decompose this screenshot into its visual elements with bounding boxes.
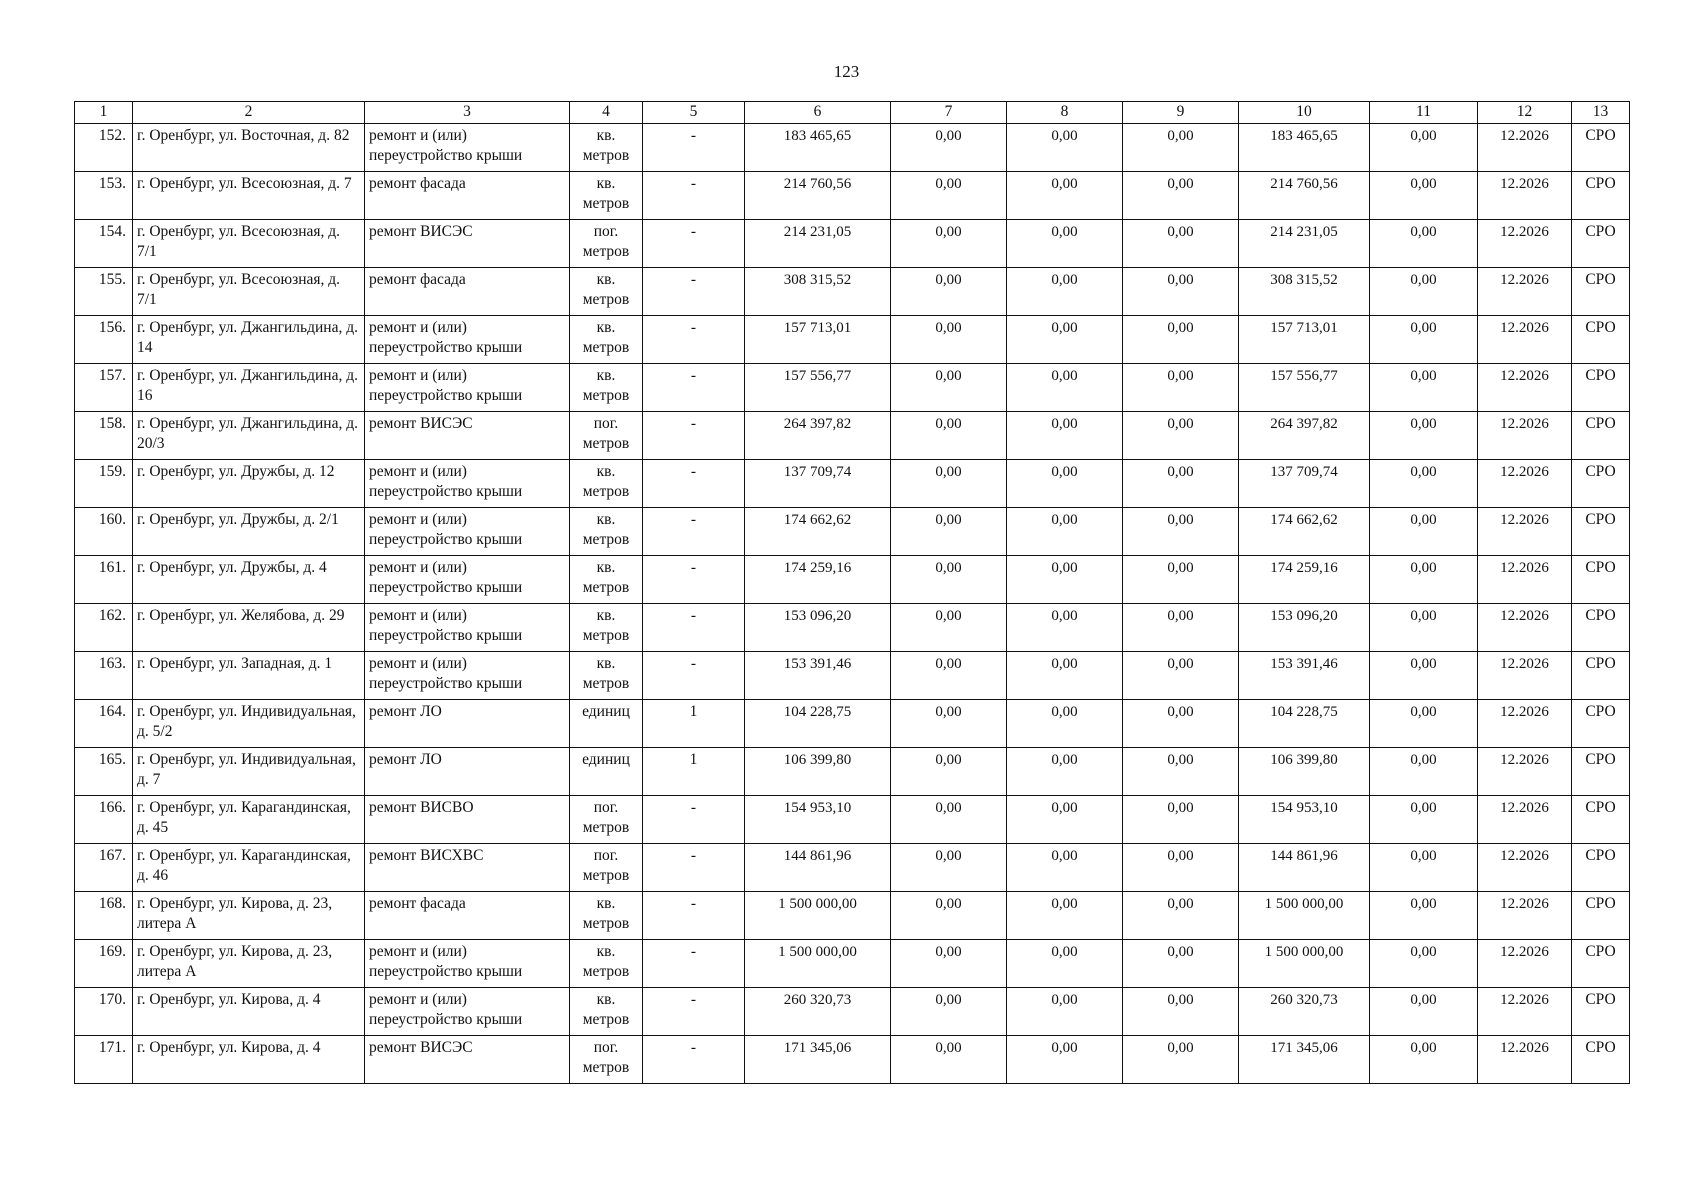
cell-address: г. Оренбург, ул. Индивидуальная, д. 5/2 <box>133 700 365 748</box>
cell-cost-owners: 174 259,16 <box>1239 556 1370 604</box>
table-row <box>75 940 1630 988</box>
cell-completion-date: 12.2026 <box>1478 556 1572 604</box>
cell-cost-local: 0,00 <box>1123 364 1239 412</box>
cell-executor: СРО <box>1572 892 1630 940</box>
table-row <box>75 892 1630 940</box>
cell-cost-other: 0,00 <box>1370 700 1478 748</box>
table-row <box>75 700 1630 748</box>
cell-address: г. Оренбург, ул. Дружбы, д. 12 <box>133 460 365 508</box>
cell-cost-regional: 0,00 <box>1007 1036 1123 1084</box>
table-header <box>75 102 1630 124</box>
table-row <box>75 364 1630 412</box>
column-header-13: 13 <box>1572 102 1630 124</box>
cell-cost-total: 153 391,46 <box>745 652 891 700</box>
cell-work-type: ремонт фасада <box>365 268 570 316</box>
cell-work-type: ремонт и (или) переустройство крыши <box>365 988 570 1036</box>
cell-executor: СРО <box>1572 940 1630 988</box>
cell-completion-date: 12.2026 <box>1478 988 1572 1036</box>
cell-work-type: ремонт ЛО <box>365 748 570 796</box>
cell-executor: СРО <box>1572 412 1630 460</box>
cell-cost-other: 0,00 <box>1370 604 1478 652</box>
cell-cost-total: 171 345,06 <box>745 1036 891 1084</box>
table-row <box>75 268 1630 316</box>
cell-row-number: 165. <box>75 748 133 796</box>
cell-row-number: 155. <box>75 268 133 316</box>
cell-cost-total: 214 231,05 <box>745 220 891 268</box>
cell-cost-local: 0,00 <box>1123 316 1239 364</box>
cell-work-type: ремонт фасада <box>365 172 570 220</box>
cell-work-type: ремонт ВИСХВС <box>365 844 570 892</box>
cell-cost-other: 0,00 <box>1370 412 1478 460</box>
table-row <box>75 604 1630 652</box>
cell-completion-date: 12.2026 <box>1478 364 1572 412</box>
table-row <box>75 844 1630 892</box>
cell-quantity: - <box>643 364 745 412</box>
cell-cost-local: 0,00 <box>1123 220 1239 268</box>
cell-quantity: - <box>643 844 745 892</box>
cell-cost-local: 0,00 <box>1123 940 1239 988</box>
cell-completion-date: 12.2026 <box>1478 700 1572 748</box>
cell-cost-total: 260 320,73 <box>745 988 891 1036</box>
cell-completion-date: 12.2026 <box>1478 652 1572 700</box>
cell-unit: кв. метров <box>570 268 643 316</box>
cell-cost-regional: 0,00 <box>1007 220 1123 268</box>
table-row <box>75 412 1630 460</box>
cell-cost-local: 0,00 <box>1123 268 1239 316</box>
cell-address: г. Оренбург, ул. Индивидуальная, д. 7 <box>133 748 365 796</box>
column-header-7: 7 <box>891 102 1007 124</box>
cell-executor: СРО <box>1572 124 1630 172</box>
cell-row-number: 168. <box>75 892 133 940</box>
cell-cost-regional: 0,00 <box>1007 556 1123 604</box>
cell-quantity: - <box>643 1036 745 1084</box>
cell-row-number: 164. <box>75 700 133 748</box>
cell-address: г. Оренбург, ул. Кирова, д. 4 <box>133 988 365 1036</box>
cell-cost-total: 214 760,56 <box>745 172 891 220</box>
cell-completion-date: 12.2026 <box>1478 940 1572 988</box>
column-header-8: 8 <box>1007 102 1123 124</box>
cell-cost-other: 0,00 <box>1370 652 1478 700</box>
cell-unit: пог. метров <box>570 844 643 892</box>
cell-address: г. Оренбург, ул. Восточная, д. 82 <box>133 124 365 172</box>
cell-cost-owners: 1 500 000,00 <box>1239 940 1370 988</box>
cell-cost-owners: 137 709,74 <box>1239 460 1370 508</box>
cell-cost-other: 0,00 <box>1370 508 1478 556</box>
cell-unit: пог. метров <box>570 1036 643 1084</box>
table-row <box>75 748 1630 796</box>
table-row <box>75 220 1630 268</box>
cell-cost-federal: 0,00 <box>891 1036 1007 1084</box>
cell-unit: кв. метров <box>570 892 643 940</box>
cell-cost-local: 0,00 <box>1123 508 1239 556</box>
cell-cost-other: 0,00 <box>1370 940 1478 988</box>
column-header-12: 12 <box>1478 102 1572 124</box>
cell-completion-date: 12.2026 <box>1478 172 1572 220</box>
cell-cost-other: 0,00 <box>1370 796 1478 844</box>
cell-cost-regional: 0,00 <box>1007 604 1123 652</box>
cell-work-type: ремонт ВИСЭС <box>365 220 570 268</box>
cell-cost-owners: 157 556,77 <box>1239 364 1370 412</box>
cell-work-type: ремонт и (или) переустройство крыши <box>365 316 570 364</box>
cell-work-type: ремонт и (или) переустройство крыши <box>365 556 570 604</box>
cell-unit: кв. метров <box>570 604 643 652</box>
cell-cost-regional: 0,00 <box>1007 364 1123 412</box>
cell-row-number: 170. <box>75 988 133 1036</box>
cell-address: г. Оренбург, ул. Западная, д. 1 <box>133 652 365 700</box>
cell-cost-regional: 0,00 <box>1007 796 1123 844</box>
cell-unit: кв. метров <box>570 316 643 364</box>
cell-cost-regional: 0,00 <box>1007 508 1123 556</box>
column-header-3: 3 <box>365 102 570 124</box>
cell-completion-date: 12.2026 <box>1478 412 1572 460</box>
cell-cost-owners: 153 096,20 <box>1239 604 1370 652</box>
cell-row-number: 169. <box>75 940 133 988</box>
cell-completion-date: 12.2026 <box>1478 604 1572 652</box>
cell-row-number: 158. <box>75 412 133 460</box>
cell-cost-local: 0,00 <box>1123 748 1239 796</box>
header-row <box>75 102 1630 124</box>
cell-cost-owners: 174 662,62 <box>1239 508 1370 556</box>
cell-cost-total: 154 953,10 <box>745 796 891 844</box>
cell-quantity: - <box>643 172 745 220</box>
cell-completion-date: 12.2026 <box>1478 844 1572 892</box>
cell-quantity: - <box>643 604 745 652</box>
cell-cost-local: 0,00 <box>1123 796 1239 844</box>
cell-cost-other: 0,00 <box>1370 124 1478 172</box>
cell-quantity: - <box>643 652 745 700</box>
table-row <box>75 508 1630 556</box>
cell-unit: кв. метров <box>570 124 643 172</box>
cell-work-type: ремонт и (или) переустройство крыши <box>365 460 570 508</box>
cell-unit: кв. метров <box>570 508 643 556</box>
cell-cost-regional: 0,00 <box>1007 460 1123 508</box>
cell-cost-total: 1 500 000,00 <box>745 892 891 940</box>
cell-address: г. Оренбург, ул. Карагандинская, д. 45 <box>133 796 365 844</box>
column-header-5: 5 <box>643 102 745 124</box>
cell-cost-other: 0,00 <box>1370 364 1478 412</box>
cell-quantity: 1 <box>643 700 745 748</box>
cell-cost-local: 0,00 <box>1123 1036 1239 1084</box>
cell-unit: пог. метров <box>570 412 643 460</box>
cell-work-type: ремонт и (или) переустройство крыши <box>365 124 570 172</box>
cell-completion-date: 12.2026 <box>1478 748 1572 796</box>
table-row <box>75 124 1630 172</box>
cell-row-number: 167. <box>75 844 133 892</box>
cell-cost-federal: 0,00 <box>891 268 1007 316</box>
cell-executor: СРО <box>1572 556 1630 604</box>
cell-cost-federal: 0,00 <box>891 364 1007 412</box>
repair-program-table <box>74 101 1630 1084</box>
cell-cost-other: 0,00 <box>1370 460 1478 508</box>
cell-row-number: 171. <box>75 1036 133 1084</box>
cell-work-type: ремонт ВИСЭС <box>365 1036 570 1084</box>
cell-cost-total: 264 397,82 <box>745 412 891 460</box>
table-row <box>75 796 1630 844</box>
cell-cost-owners: 214 231,05 <box>1239 220 1370 268</box>
cell-work-type: ремонт ВИСВО <box>365 796 570 844</box>
cell-quantity: - <box>643 796 745 844</box>
cell-address: г. Оренбург, ул. Карагандинская, д. 46 <box>133 844 365 892</box>
cell-work-type: ремонт ЛО <box>365 700 570 748</box>
table-row <box>75 988 1630 1036</box>
cell-cost-local: 0,00 <box>1123 412 1239 460</box>
column-header-4: 4 <box>570 102 643 124</box>
table-row <box>75 316 1630 364</box>
cell-work-type: ремонт и (или) переустройство крыши <box>365 604 570 652</box>
cell-quantity: - <box>643 556 745 604</box>
column-header-6: 6 <box>745 102 891 124</box>
cell-executor: СРО <box>1572 988 1630 1036</box>
cell-cost-regional: 0,00 <box>1007 988 1123 1036</box>
cell-cost-owners: 104 228,75 <box>1239 700 1370 748</box>
column-header-9: 9 <box>1123 102 1239 124</box>
table-row <box>75 1036 1630 1084</box>
cell-cost-total: 106 399,80 <box>745 748 891 796</box>
cell-address: г. Оренбург, ул. Кирова, д. 4 <box>133 1036 365 1084</box>
cell-completion-date: 12.2026 <box>1478 268 1572 316</box>
cell-unit: кв. метров <box>570 364 643 412</box>
cell-address: г. Оренбург, ул. Кирова, д. 23, литера А <box>133 940 365 988</box>
cell-cost-federal: 0,00 <box>891 460 1007 508</box>
cell-cost-total: 144 861,96 <box>745 844 891 892</box>
cell-row-number: 152. <box>75 124 133 172</box>
cell-cost-local: 0,00 <box>1123 988 1239 1036</box>
table-row <box>75 652 1630 700</box>
cell-unit: единиц <box>570 700 643 748</box>
cell-quantity: - <box>643 940 745 988</box>
cell-cost-federal: 0,00 <box>891 892 1007 940</box>
table-row <box>75 172 1630 220</box>
cell-executor: СРО <box>1572 460 1630 508</box>
cell-quantity: - <box>643 508 745 556</box>
cell-completion-date: 12.2026 <box>1478 124 1572 172</box>
cell-quantity: 1 <box>643 748 745 796</box>
cell-quantity: - <box>643 460 745 508</box>
cell-address: г. Оренбург, ул. Дружбы, д. 4 <box>133 556 365 604</box>
cell-cost-regional: 0,00 <box>1007 700 1123 748</box>
cell-row-number: 163. <box>75 652 133 700</box>
cell-address: г. Оренбург, ул. Всесоюзная, д. 7/1 <box>133 268 365 316</box>
cell-cost-other: 0,00 <box>1370 316 1478 364</box>
cell-cost-owners: 264 397,82 <box>1239 412 1370 460</box>
cell-cost-local: 0,00 <box>1123 844 1239 892</box>
cell-cost-other: 0,00 <box>1370 988 1478 1036</box>
cell-row-number: 159. <box>75 460 133 508</box>
cell-cost-regional: 0,00 <box>1007 124 1123 172</box>
cell-cost-federal: 0,00 <box>891 124 1007 172</box>
cell-cost-owners: 214 760,56 <box>1239 172 1370 220</box>
cell-completion-date: 12.2026 <box>1478 508 1572 556</box>
table-row <box>75 460 1630 508</box>
cell-executor: СРО <box>1572 268 1630 316</box>
cell-cost-other: 0,00 <box>1370 556 1478 604</box>
cell-row-number: 157. <box>75 364 133 412</box>
cell-cost-local: 0,00 <box>1123 556 1239 604</box>
cell-address: г. Оренбург, ул. Джангильдина, д. 20/3 <box>133 412 365 460</box>
cell-cost-regional: 0,00 <box>1007 172 1123 220</box>
cell-executor: СРО <box>1572 316 1630 364</box>
cell-cost-federal: 0,00 <box>891 604 1007 652</box>
cell-cost-local: 0,00 <box>1123 604 1239 652</box>
cell-cost-federal: 0,00 <box>891 652 1007 700</box>
cell-executor: СРО <box>1572 844 1630 892</box>
cell-cost-total: 1 500 000,00 <box>745 940 891 988</box>
cell-cost-local: 0,00 <box>1123 172 1239 220</box>
cell-cost-federal: 0,00 <box>891 700 1007 748</box>
cell-cost-regional: 0,00 <box>1007 412 1123 460</box>
cell-cost-total: 157 556,77 <box>745 364 891 412</box>
cell-quantity: - <box>643 988 745 1036</box>
cell-row-number: 161. <box>75 556 133 604</box>
cell-cost-other: 0,00 <box>1370 172 1478 220</box>
cell-work-type: ремонт и (или) переустройство крыши <box>365 508 570 556</box>
cell-cost-total: 137 709,74 <box>745 460 891 508</box>
cell-work-type: ремонт фасада <box>365 892 570 940</box>
cell-cost-local: 0,00 <box>1123 700 1239 748</box>
cell-quantity: - <box>643 220 745 268</box>
cell-cost-other: 0,00 <box>1370 844 1478 892</box>
cell-executor: СРО <box>1572 700 1630 748</box>
cell-cost-total: 153 096,20 <box>745 604 891 652</box>
page-number: 123 <box>833 62 860 81</box>
cell-cost-regional: 0,00 <box>1007 652 1123 700</box>
cell-quantity: - <box>643 316 745 364</box>
cell-cost-other: 0,00 <box>1370 220 1478 268</box>
column-header-10: 10 <box>1239 102 1370 124</box>
table-row <box>75 556 1630 604</box>
cell-cost-federal: 0,00 <box>891 748 1007 796</box>
cell-cost-total: 174 259,16 <box>745 556 891 604</box>
cell-executor: СРО <box>1572 796 1630 844</box>
cell-cost-federal: 0,00 <box>891 796 1007 844</box>
cell-unit: пог. метров <box>570 220 643 268</box>
cell-cost-owners: 106 399,80 <box>1239 748 1370 796</box>
cell-cost-other: 0,00 <box>1370 268 1478 316</box>
cell-executor: СРО <box>1572 508 1630 556</box>
cell-completion-date: 12.2026 <box>1478 1036 1572 1084</box>
cell-cost-local: 0,00 <box>1123 892 1239 940</box>
cell-row-number: 166. <box>75 796 133 844</box>
cell-cost-owners: 260 320,73 <box>1239 988 1370 1036</box>
cell-completion-date: 12.2026 <box>1478 892 1572 940</box>
cell-row-number: 156. <box>75 316 133 364</box>
cell-cost-federal: 0,00 <box>891 412 1007 460</box>
cell-cost-regional: 0,00 <box>1007 268 1123 316</box>
cell-address: г. Оренбург, ул. Всесоюзная, д. 7/1 <box>133 220 365 268</box>
cell-cost-other: 0,00 <box>1370 748 1478 796</box>
cell-unit: кв. метров <box>570 556 643 604</box>
cell-work-type: ремонт и (или) переустройство крыши <box>365 940 570 988</box>
cell-cost-owners: 171 345,06 <box>1239 1036 1370 1084</box>
cell-cost-regional: 0,00 <box>1007 940 1123 988</box>
cell-unit: пог. метров <box>570 796 643 844</box>
cell-quantity: - <box>643 268 745 316</box>
cell-address: г. Оренбург, ул. Дружбы, д. 2/1 <box>133 508 365 556</box>
cell-cost-total: 104 228,75 <box>745 700 891 748</box>
cell-row-number: 160. <box>75 508 133 556</box>
cell-cost-other: 0,00 <box>1370 892 1478 940</box>
cell-completion-date: 12.2026 <box>1478 796 1572 844</box>
cell-cost-federal: 0,00 <box>891 988 1007 1036</box>
cell-quantity: - <box>643 892 745 940</box>
cell-cost-federal: 0,00 <box>891 940 1007 988</box>
cell-row-number: 153. <box>75 172 133 220</box>
cell-cost-federal: 0,00 <box>891 508 1007 556</box>
cell-cost-total: 183 465,65 <box>745 124 891 172</box>
cell-cost-owners: 183 465,65 <box>1239 124 1370 172</box>
cell-cost-federal: 0,00 <box>891 220 1007 268</box>
cell-unit: кв. метров <box>570 652 643 700</box>
cell-cost-regional: 0,00 <box>1007 844 1123 892</box>
cell-work-type: ремонт ВИСЭС <box>365 412 570 460</box>
cell-executor: СРО <box>1572 604 1630 652</box>
cell-executor: СРО <box>1572 172 1630 220</box>
cell-cost-federal: 0,00 <box>891 172 1007 220</box>
cell-executor: СРО <box>1572 364 1630 412</box>
cell-cost-local: 0,00 <box>1123 124 1239 172</box>
cell-cost-local: 0,00 <box>1123 652 1239 700</box>
cell-row-number: 154. <box>75 220 133 268</box>
cell-cost-owners: 153 391,46 <box>1239 652 1370 700</box>
cell-work-type: ремонт и (или) переустройство крыши <box>365 364 570 412</box>
cell-cost-owners: 154 953,10 <box>1239 796 1370 844</box>
cell-cost-other: 0,00 <box>1370 1036 1478 1084</box>
cell-unit: кв. метров <box>570 988 643 1036</box>
cell-cost-regional: 0,00 <box>1007 316 1123 364</box>
cell-cost-federal: 0,00 <box>891 316 1007 364</box>
cell-quantity: - <box>643 412 745 460</box>
cell-cost-regional: 0,00 <box>1007 892 1123 940</box>
cell-executor: СРО <box>1572 748 1630 796</box>
cell-address: г. Оренбург, ул. Всесоюзная, д. 7 <box>133 172 365 220</box>
cell-executor: СРО <box>1572 652 1630 700</box>
cell-executor: СРО <box>1572 1036 1630 1084</box>
cell-cost-total: 308 315,52 <box>745 268 891 316</box>
column-header-1: 1 <box>75 102 133 124</box>
cell-address: г. Оренбург, ул. Джангильдина, д. 14 <box>133 316 365 364</box>
cell-unit: единиц <box>570 748 643 796</box>
cell-address: г. Оренбург, ул. Желябова, д. 29 <box>133 604 365 652</box>
cell-completion-date: 12.2026 <box>1478 220 1572 268</box>
cell-cost-owners: 144 861,96 <box>1239 844 1370 892</box>
cell-cost-local: 0,00 <box>1123 460 1239 508</box>
column-header-11: 11 <box>1370 102 1478 124</box>
cell-completion-date: 12.2026 <box>1478 316 1572 364</box>
cell-unit: кв. метров <box>570 460 643 508</box>
cell-unit: кв. метров <box>570 172 643 220</box>
table-body <box>75 124 1630 1084</box>
cell-unit: кв. метров <box>570 940 643 988</box>
cell-quantity: - <box>643 124 745 172</box>
cell-executor: СРО <box>1572 220 1630 268</box>
cell-cost-owners: 157 713,01 <box>1239 316 1370 364</box>
cell-row-number: 162. <box>75 604 133 652</box>
cell-work-type: ремонт и (или) переустройство крыши <box>365 652 570 700</box>
cell-cost-total: 157 713,01 <box>745 316 891 364</box>
cell-address: г. Оренбург, ул. Кирова, д. 23, литера А <box>133 892 365 940</box>
cell-cost-total: 174 662,62 <box>745 508 891 556</box>
cell-cost-regional: 0,00 <box>1007 748 1123 796</box>
cell-address: г. Оренбург, ул. Джангильдина, д. 16 <box>133 364 365 412</box>
cell-completion-date: 12.2026 <box>1478 460 1572 508</box>
cell-cost-federal: 0,00 <box>891 556 1007 604</box>
column-header-2: 2 <box>133 102 365 124</box>
cell-cost-owners: 1 500 000,00 <box>1239 892 1370 940</box>
cell-cost-federal: 0,00 <box>891 844 1007 892</box>
cell-cost-owners: 308 315,52 <box>1239 268 1370 316</box>
